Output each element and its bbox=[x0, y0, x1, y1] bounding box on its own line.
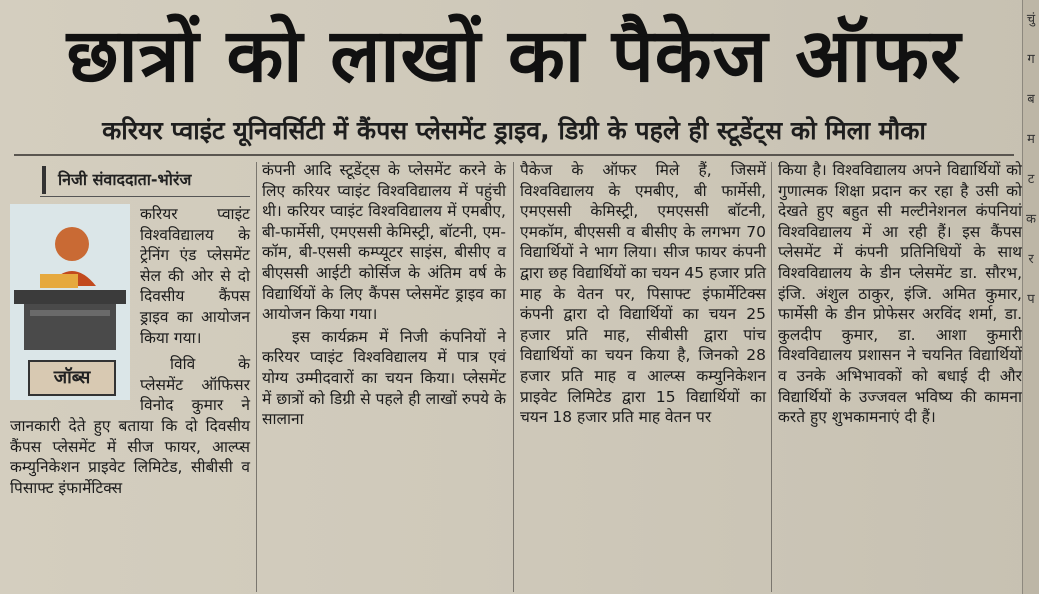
article-column-1 bbox=[10, 204, 250, 498]
edge-fragment: प bbox=[1027, 292, 1035, 307]
edge-fragment: ब bbox=[1027, 92, 1035, 107]
headline-divider bbox=[14, 154, 1014, 156]
adjacent-article-edge bbox=[1022, 0, 1039, 594]
edge-fragment: ट bbox=[1027, 172, 1035, 187]
headline: छात्रों को लाखों का पैकेज ऑफर bbox=[66, 13, 962, 99]
byline-divider bbox=[40, 196, 250, 197]
jobs-logo bbox=[10, 204, 130, 400]
edge-fragment: क bbox=[1026, 212, 1036, 227]
article-column-4 bbox=[778, 160, 1022, 428]
paragraph: पैकेज के ऑफर मिले हैं, जिसमें विश्वविद्यालय के एमबीए, बी फार्मेसी, एमएससी केमिस्ट्री, एमएससी बॉटनी, एमकॉम, बीएससी व बीसीए के लगभग 70 विद्यार्थियों ने भाग लिया। सीज फायर कंपनी द्वारा छह विद्यार्थियों का चयन 45 हजार प्रति माह के वेतन पर, पिसाफ्ट इंफार्मेटिक्स कंपनी द्वारा दो विद्यार्थियों का चयन 25 हजार प्रति माह, सीबीसी द्वारा पांच विद्यार्थियों का चयन किया है, जिनको 28 हजार प्रति माह व आल्प्स कम्युनिकेशन प्राइवेट लिमिटेड द्वारा 15 विद्यार्थियों का चयन 18 हजार प्रति माह वेतन पर bbox=[520, 161, 766, 427]
article-column-2 bbox=[262, 160, 506, 430]
edge-fragment: ग bbox=[1027, 52, 1035, 67]
article-column-3 bbox=[520, 160, 766, 428]
subheadline: करियर प्वाइंट यूनिवर्सिटी में कैंपस प्लेसमेंट ड्राइव, डिग्री के पहले ही स्टूडेंट्स को मिला मौका bbox=[102, 116, 926, 145]
paragraph: कंपनी आदि स्टूडेंट्स के प्लेसमेंट करने के लिए करियर प्वाइंट विश्वविद्यालय में पहुंची थी। करियर प्वाइंट विश्वविद्यालय में एमबीए, बी-फार्मेसी, एमएससी केमिस्ट्री, बॉटनी, एम-कॉम, बी-एससी कम्प्यूटर साइंस, बीसीए व बीएससी आईटी कोर्सिज के अंतिम वर्ष के विद्यार्थियों के लिए कैंपस प्लेसमेंट ड्राइव का आयोजन किया गया। bbox=[262, 161, 506, 324]
paragraph: करियर प्वाइंट विश्वविद्यालय के ट्रेनिंग एंड प्लेसमेंट सेल की ओर से दो दिवसीय कैंपस ड्राइव का आयोजन किया गया। bbox=[140, 205, 250, 347]
column-divider bbox=[771, 162, 772, 592]
jobs-label: जॉब्स bbox=[28, 360, 116, 396]
edge-fragment: र bbox=[1028, 252, 1034, 267]
paragraph: किया है। विश्वविद्यालय अपने विद्यार्थियों को गुणात्मक शिक्षा प्रदान कर रहा है उसी को देखते हुए बहुत सी मल्टीनेशनल कंपनियां विश्वविद्यालय में आ रही हैं। इस कैंपस प्लेसमेंट में कंपनी प्रतिनिधियों के साथ विश्वविद्यालय के डीन प्लेसमेंट डा. सौरभ, इंजि. अंशुल ठाकुर, इंजि. अमित कुमार, फार्मेसी के डीन प्रोफेसर अरविंद शर्मा, डा. कुलदीप कुमार, डा. आशा कुमारी विश्वविद्यालय प्रशासन ने चयनित विद्यार्थियों व उनके अभिभावकों को बधाई दी और विद्यार्थियों के उज्जवल भविष्य की कामना करते हुए शुभकामनाएं दी हैं। bbox=[778, 161, 1022, 427]
paragraph: इस कार्यक्रम में निजी कंपनियों ने करियर प्वाइंट विश्वविद्यालय में पात्र एवं योग्य उम्मीदवारों का चयन किया। प्लेसमेंट में छात्रों को डिग्री से पहले ही लाखों रुपये के सालाना bbox=[262, 327, 506, 429]
byline: निजी संवाददाता-भोरंज bbox=[42, 166, 191, 194]
paragraph: विवि के प्लेसमेंट ऑफिसर विनोद कुमार ने जानकारी देते हुए बताया कि दो दिवसीय कैंपस प्लेसमेंट में सीज फायर, आल्प्स कम्युनिकेशन प्राइवेट लिमिटेड, सीबीसी व पिसाफ्ट इंफार्मेटिक्स bbox=[10, 355, 250, 497]
column-divider bbox=[513, 162, 514, 592]
column-divider bbox=[256, 162, 257, 592]
edge-fragment: म bbox=[1027, 132, 1035, 147]
edge-fragment: चुं bbox=[1026, 12, 1036, 27]
